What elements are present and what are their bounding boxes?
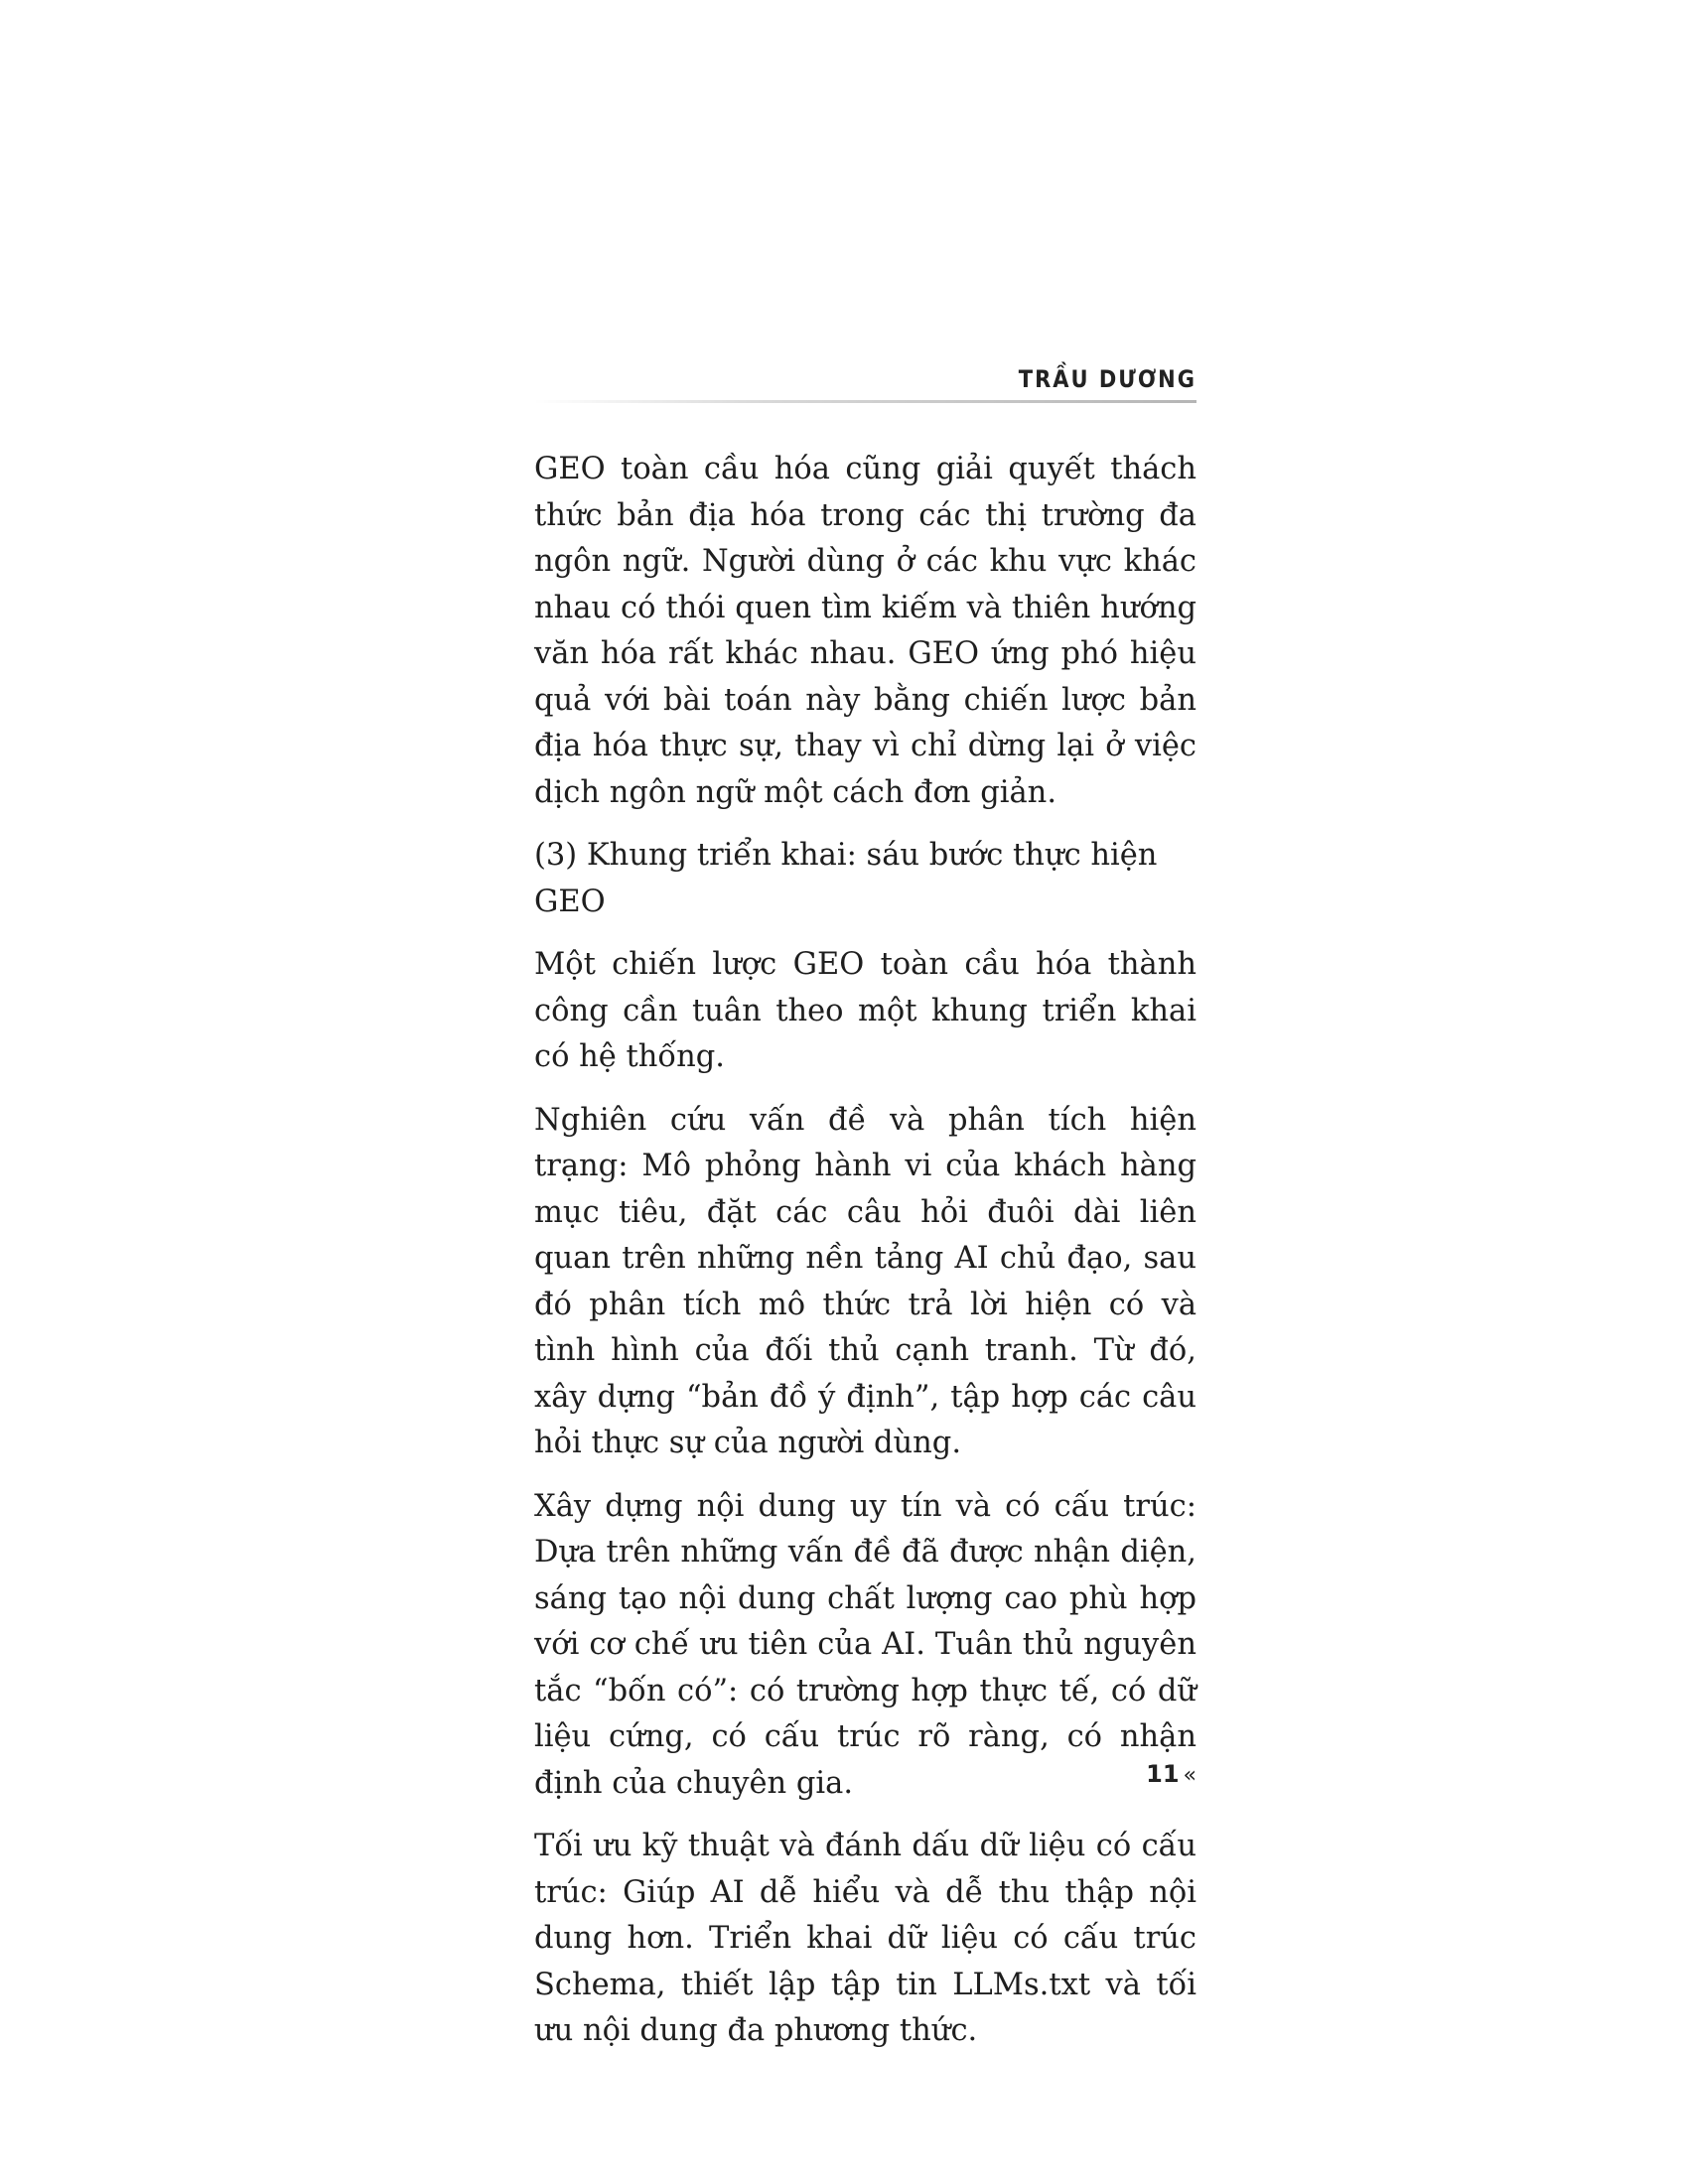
paragraph-text: Một chiến lược GEO toàn cầu hóa thành công cần tuân theo một khung triển khai có hệ thống. <box>534 947 1196 1074</box>
paragraph-text: Nghiên cứu vấn đề và phân tích hiện trạng: Mô phỏng hành vi của khách hàng mục tiêu, đặt các câu hỏi đuôi dài liên quan trên những nền tảng AI chủ đạo, sau đó phân tích mô thức trả lời hiện có và tình hình của đối thủ cạnh tranh. Từ đó, xây dựng “bản đồ ý định”, tập hợp các câu hỏi thực sự của người dùng. <box>534 1102 1196 1460</box>
header-rule <box>534 400 1196 403</box>
paragraph-text: Xây dựng nội dung uy tín và có cấu trúc: Dựa trên những vấn đề đã được nhận diện, sáng tạo nội dung chất lượng cao phù hợp với cơ chế ưu tiên của AI. Tuân thủ nguyên tắc “bốn có”: có trường hợp thực tế, có dữ liệu cứng, có cấu trúc rõ ràng, có nhận định của chuyên gia. <box>534 1488 1196 1801</box>
body-text <box>534 447 1196 2072</box>
paragraph-step-research <box>534 1098 1196 1467</box>
page-mark: « <box>1183 1763 1196 1788</box>
paragraph-framework-intro <box>534 942 1196 1081</box>
section-heading <box>534 833 1196 925</box>
paragraph-step-content <box>534 1484 1196 1808</box>
page-number-value: 11 <box>1146 1760 1180 1788</box>
section-heading-text: (3) Khung triển khai: sáu bước thực hiện GEO <box>534 838 1158 919</box>
paragraph-text: GEO toàn cầu hóa cũng giải quyết thách thức bản địa hóa trong các thị trường đa ngôn ngữ. Người dùng ở các khu vực khác nhau có thói quen tìm kiếm và thiên hướng văn hóa rất khác nhau. GEO ứng phó hiệu quả với bài toán này bằng chiến lược bản địa hóa thực sự, thay vì chỉ dừng lại ở việc dịch ngôn ngữ một cách đơn giản. <box>534 452 1196 810</box>
paragraph-text: Tối ưu kỹ thuật và đánh dấu dữ liệu có cấu trúc: Giúp AI dễ hiểu và dễ thu thập nội dung hơn. Triển khai dữ liệu có cấu trúc Schema, thiết lập tập tin LLMs.txt và tối ưu nội dung đa phương thức. <box>534 1829 1196 2048</box>
page-number <box>1092 1760 1196 1788</box>
paragraph-step-technical <box>534 1824 1196 2055</box>
running-header-author: TRẦU DƯƠNG <box>1018 365 1196 393</box>
paragraph-localization <box>534 447 1196 816</box>
